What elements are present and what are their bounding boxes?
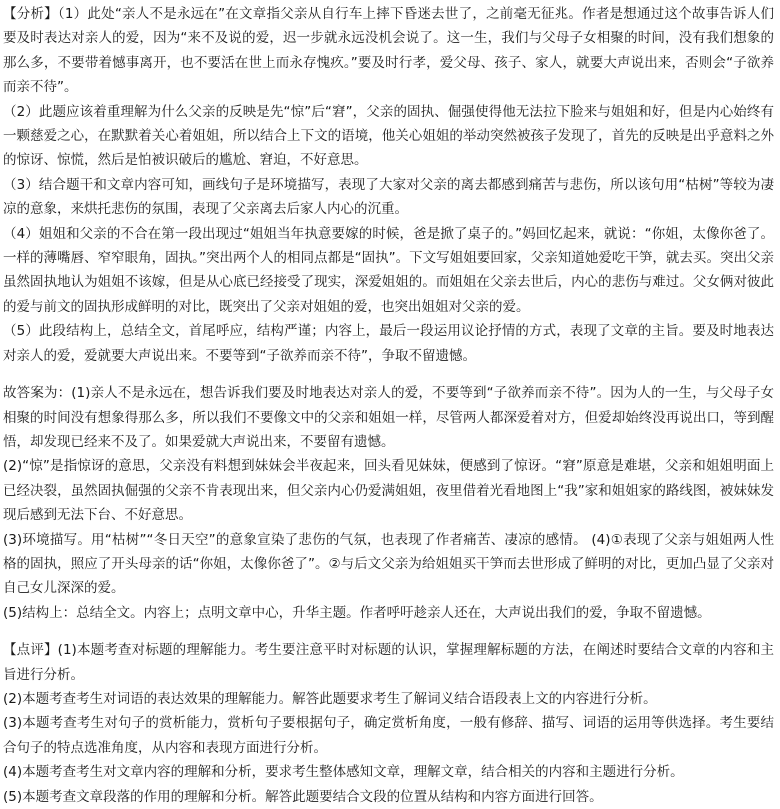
comment-paragraph-1: 【点评】(1)本题考查对标题的理解能力。考生要注意平时对标题的认识，掌握理解标题的方法，在阐述时要结合文章的内容和主旨进行分析。 [3, 642, 774, 683]
answer-paragraph-1: 故答案为：(1)亲人不是永远在，想告诉我们要及时地表达对亲人的爱，不要等到“子欲养而亲不待”。因为人的一生，与父母子女相聚的时间没有想象得那么多，所以我们不要像文中的父亲和姐姐一样，尽管两人都深爱着对方，但爱却始终没再说出口，等到醒悟，却发现已经来不及了。如果爱就大声说出来，不要留有遗憾。 [3, 385, 774, 450]
analysis-paragraph-3: （3）结合题干和文章内容可知，画线句子是环境描写，表现了大家对父亲的离去都感到痛苦与悲伤，所以该句用“枯树”等较为凄凉的意象，来烘托悲伤的氛围，表现了父亲离去后家人内心的沉重。 [3, 176, 774, 218]
answer-paragraph-4: (5)结构上：总结全文。内容上；点明文章中心，升华主题。作者呼吁趁亲人还在，大声说出我们的爱，争取不留遗憾。 [3, 604, 711, 621]
analysis-paragraph-1: 【分析】（1）此处“亲人不是永远在”在文章指父亲从自行车上摔下昏迷去世了，之前毫无征兆。作者是想通过这个故事告诉人们要及时表达对亲人的爱，因为“来不及说的爱，迟一步就永远没机会说了。这一生，我们与父母子女相聚的时间，没有我们想象的那么多，不要带着憾事离开，也不要活在世上而永存愧疚。”要及时行孝，爱父母、孩子、家人，就要大声说出来，否则会“子欲养而亲不待”。 [3, 6, 774, 96]
comment-paragraph-4: (4)本题考查考生对文章内容的理解和分析，要求考生整体感知文章，理解文章，结合相关的内容和主题进行分析。 [3, 764, 684, 781]
comment-paragraph-2: (2)本题考查考生对词语的表达效果的理解能力。解答此题要求考生了解词义结合语段表上文的内容进行分析。 [3, 690, 657, 707]
analysis-paragraph-5: （5）此段结构上，总结全文，首尾呼应，结构严谨；内容上，最后一段运用议论抒情的方式，表现了文章的主旨。要及时地表达对亲人的爱，爱就要大声说出来。不要等到“子欲养而亲不待”，争取不留遗憾。 [3, 323, 774, 364]
answer-paragraph-3: (3)环境描写。用“枯树”“冬日天空”的意象宣染了悲伤的气氛，也表现了作者痛苦、凄凉的感情。 (4)①表现了父亲与姐姐两人性格的固执，照应了开头母亲的话“你姐，太像你爸了”。②与后文父亲为给姐姐买干笋而去世形成了鲜明的对比，更加凸显了父亲对自己女儿深深的爱。 [3, 531, 774, 597]
analysis-paragraph-2: （2）此题应该着重理解为什么父亲的反映是先“惊”后“窘”，父亲的固执、倔强使得他无法拉下脸来与姐姐和好，但是内心始终有一颗慈爱之心，在默默着关心着姐姐，所以结合上下文的语境，他关心姐姐的举动突然被孩子发现了，首先的反映是出乎意料之外的惊讶、惊慌，然后是怕被识破后的尴尬、窘迫，不好意思。 [3, 103, 774, 169]
answer-section [3, 381, 774, 625]
analysis-paragraph-4: （4）姐姐和父亲的不合在第一段出现过“姐姐当年执意要嫁的时候，爸是掀了桌子的。”妈回忆起来，就说：“你姐，太像你爸了。一样的薄嘴唇、窄窄眼角，固执。”突出两个人的相同点都是“固执”。下文写姐姐要回家，父亲知道她爱吃干笋，就去买。突出父亲虽然固执地认为姐姐不该嫁，但是从心底已经接受了现实，深爱姐姐的。而姐姐在父亲去世后，内心的悲伤与难过。父女俩对彼此的爱与前文的固执形成鲜明的对比，既突出了父亲对姐姐的爱，也突出姐姐对父亲的爱。 [3, 225, 774, 315]
comment-paragraph-5: (5)本题考查文章段落的作用的理解和分析。解答此题要结合文段的位置从结构和内容方面进行回答。 [3, 788, 603, 805]
comment-section [3, 638, 774, 809]
answer-paragraph-2: (2)“惊”是指惊讶的意思，父亲没有料想到妹妹会半夜起来，回头看见妹妹，便感到了惊讶。“窘”原意是难堪，父亲和姐姐明面上已经决裂，虽然固执倔强的父亲不肯表现出来，但父亲内心仍爱满姐姐，夜里借着光看地图上“我”家和姐姐家的路线图，被妹妹发现后感到无法下台、不好意思。 [3, 458, 774, 524]
section-divider-space [3, 368, 774, 381]
analysis-section [3, 2, 774, 368]
section-divider-space [3, 625, 774, 638]
comment-paragraph-3: (3)本题考查考生对句子的赏析能力，赏析句子要根据句子，确定赏析角度，一般有修辞、描写、词语的运用等供选择。考生要结合句子的特点选准角度，从内容和表现方面进行分析。 [3, 715, 774, 756]
